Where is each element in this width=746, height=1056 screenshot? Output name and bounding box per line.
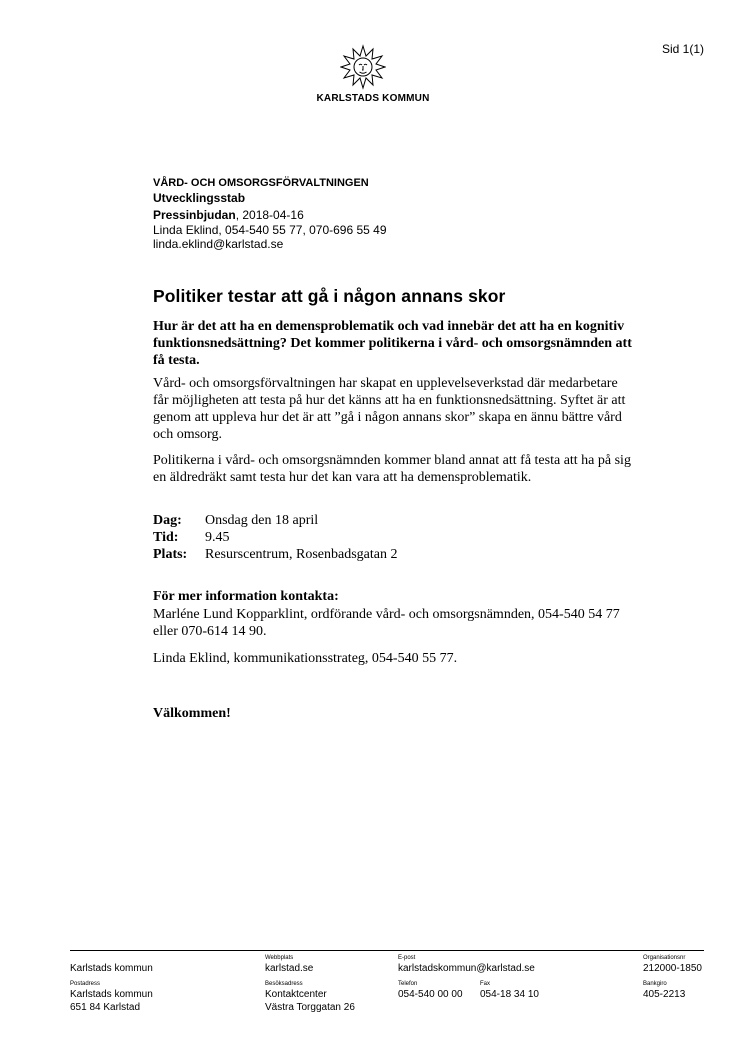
footer-epost-value: karlstadskommun@karlstad.se bbox=[398, 963, 535, 974]
event-time bbox=[153, 529, 397, 546]
time-value: 9.45 bbox=[205, 530, 230, 545]
body-paragraph-2: Politikerna i vård- och omsorgsnämnden kommer bland annat att få testa att ha på sig en äldredräkt samt testa hur det kan vara att ha demensproblematik. bbox=[153, 453, 631, 485]
footer-bankgiro-value: 405-2213 bbox=[643, 989, 686, 1000]
footer-orgnr-label: Organisationsnr bbox=[643, 955, 686, 961]
footer-telefon-label: Telefon bbox=[398, 981, 418, 987]
footer-webbplats-value: karlstad.se bbox=[265, 963, 314, 974]
footer-fax-value: 054-18 34 10 bbox=[480, 989, 539, 1000]
body-paragraph-1: Vård- och omsorgsförvaltningen har skapat en upplevelseverkstad där medarbetare får möjligheten att testa på hur det känns att ha en funktionsnedsättning. Syftet är att genom att uppleva hur det är att ”gå i någon annans skor” skapa en ännu bättre vård och omsorg. bbox=[153, 376, 626, 442]
info-contact-1: Marléne Lund Kopparklint, ordförande vård- och omsorgsnämnden, 054-540 54 77 eller 070-614 14 90. bbox=[153, 607, 620, 639]
logo-text: KARLSTADS KOMMUN bbox=[316, 93, 430, 104]
footer-postadress-line1: Karlstads kommun bbox=[70, 989, 153, 1000]
page-number: Sid 1(1) bbox=[661, 42, 704, 56]
headline: Politiker testar att gå i någon annans skor bbox=[153, 286, 506, 306]
info-heading: För mer information kontakta: bbox=[153, 589, 339, 604]
lead-paragraph: Hur är det att ha en demensproblematik och vad innebär det att ha en kognitiv funktionsnedsättning? Det kommer politikerna i vård- och omsorgsnämnden att få testa. bbox=[153, 319, 632, 368]
event-day bbox=[153, 512, 397, 529]
footer-besoksadress-line1: Kontaktcenter bbox=[265, 989, 327, 1000]
footer-fax-label: Fax bbox=[480, 981, 491, 987]
document-type bbox=[153, 208, 304, 222]
footer-postadress-line2: 651 84 Karlstad bbox=[70, 1002, 141, 1013]
footer-telefon-value: 054-540 00 00 bbox=[398, 989, 463, 1000]
footer-org-name: Karlstads kommun bbox=[70, 963, 153, 974]
header-contact: Linda Eklind, 054-540 55 77, 070-696 55 49 bbox=[153, 223, 387, 237]
document-date: , 2018-04-16 bbox=[235, 208, 304, 222]
info-contact-2: Linda Eklind, kommunikationsstrateg, 054-540 55 77. bbox=[153, 651, 458, 666]
event-details bbox=[153, 512, 397, 563]
footer-postadress-label: Postadress bbox=[70, 981, 101, 987]
footer-besoksadress-label: Besöksadress bbox=[265, 981, 303, 987]
header-email: linda.eklind@karlstad.se bbox=[153, 237, 284, 251]
event-place bbox=[153, 546, 397, 563]
time-label: Tid: bbox=[153, 530, 179, 545]
unit-name: Utvecklingsstab bbox=[153, 191, 246, 205]
closing-greeting: Välkommen! bbox=[153, 706, 231, 721]
sun-face-icon bbox=[340, 44, 386, 90]
footer-orgnr-value: 212000-1850 bbox=[643, 963, 702, 974]
footer-epost-label: E-post bbox=[398, 955, 416, 961]
day-label: Dag: bbox=[153, 513, 182, 528]
place-label: Plats: bbox=[153, 547, 188, 562]
department-name: VÅRD- OCH OMSORGSFÖRVALTNINGEN bbox=[153, 177, 369, 189]
footer-webbplats-label: Webbplats bbox=[265, 955, 294, 961]
footer-divider bbox=[70, 950, 704, 951]
footer-besoksadress-line2: Västra Torggatan 26 bbox=[265, 1002, 355, 1013]
day-value: Onsdag den 18 april bbox=[205, 513, 319, 528]
footer-bankgiro-label: Bankgiro bbox=[643, 981, 667, 987]
place-value: Resurscentrum, Rosenbadsgatan 2 bbox=[205, 547, 398, 562]
document-type-label: Pressinbjudan bbox=[153, 208, 236, 222]
